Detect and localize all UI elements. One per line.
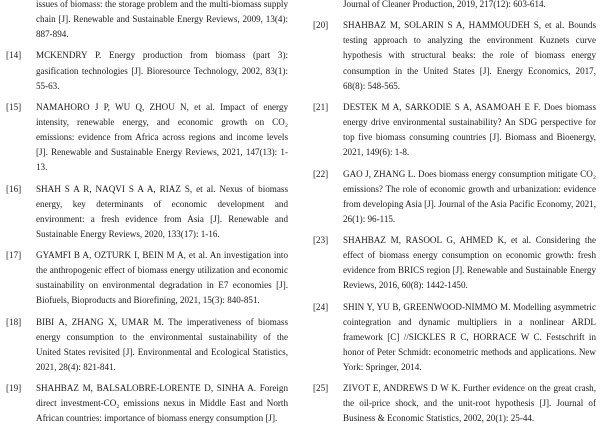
reference-entry bbox=[6, 381, 288, 426]
reference-entry bbox=[6, 315, 288, 375]
reference-entry bbox=[313, 0, 596, 12]
reference-entry bbox=[6, 48, 288, 93]
reference-number: [19] bbox=[6, 383, 22, 394]
reference-number: [22] bbox=[313, 168, 329, 179]
reference-number: [23] bbox=[313, 235, 329, 246]
reference-entry bbox=[6, 182, 288, 242]
reference-number: [17] bbox=[6, 250, 22, 261]
reference-text: SHAHBAZ M, RASOOL G, AHMED K, et al. Considering the effect of biomass energy consumption on economic growth: fresh evidence from BRICS region [J]. Renewable and Sustainable Energy Reviews, 2016, 60(8): 1442-1450. bbox=[343, 235, 596, 291]
reference-text: MCKENDRY P. Energy production from biomass (part 3): gasification technologies [J]. Bioresource Technology, 2002, 83(1): 55-63. bbox=[36, 50, 288, 91]
reference-text: NAMAHORO J P, WU Q, ZHOU N, et al. Impact of energy intensity, renewable energy, and economic growth on CO₂ emissions: evidence from Africa across regions and income levels [J]. Renewable and Sustainable Energy Reviews, 2021, 147(13): 1-13. bbox=[36, 101, 288, 173]
reference-text: DESTEK M A, SARKODIE S A, ASAMOAH E F. Does biomass energy drive environmental sustainability? An SDG perspective for top five biomass consuming countries [J]. Biomass and Bioenergy, 2021, 149(6): 1-8. bbox=[343, 101, 596, 158]
reference-text: GAO J, ZHANG L. Does biomass energy consumption mitigate CO₂ emissions? The role of economic growth and urbanization: evidence from developing Asia [J]. Journal of the Asia Pacific Economy, 2021, 26(1): 96-115. bbox=[343, 168, 596, 224]
reference-number: [25] bbox=[313, 383, 329, 394]
reference-number: [24] bbox=[313, 301, 329, 312]
reference-entry bbox=[313, 381, 596, 426]
reference-entry bbox=[313, 233, 596, 293]
reference-text: SHAH S A R, NAQVI S A A, RIAZ S, et al. Nexus of biomass energy, key determinants of economic development and environment: a fresh evidence from Asia [J]. Renewable and Sustainable Energy Reviews, 2020, 133(17): 1-16. bbox=[36, 183, 288, 239]
reference-text: Journal of Cleaner Production, 2019, 217(12): 603-614. bbox=[343, 0, 546, 9]
reference-text: ZIVOT E, ANDREWS D W K. Further evidence on the great crash, the oil-price shock, and the unit-root hypothesis [J]. Journal of Business & Economic Statistics, 2002, 20(1): 25-44. bbox=[343, 383, 596, 424]
reference-entry bbox=[313, 167, 596, 227]
reference-entry bbox=[313, 300, 596, 375]
reference-entry bbox=[6, 0, 288, 42]
reference-text: issues of biomass: the storage problem and the multi-biomass supply chain [J]. Renewable and Sustainable Energy Reviews, 2009, 13(4): 887-894. bbox=[36, 0, 288, 40]
reference-entry bbox=[313, 18, 596, 93]
reference-text: BIBI A, ZHANG X, UMAR M. The imperativeness of biomass energy consumption to the environmental sustainability of the United States revisited [J]. Environmental and Ecological Statistics, 2021, 28(4): 821-841. bbox=[36, 316, 288, 372]
reference-number: [14] bbox=[6, 50, 22, 61]
reference-number: [21] bbox=[313, 101, 329, 112]
reference-text: SHIN Y, YU B, GREENWOOD-NIMMO M. Modelling asymmetric cointegration and dynamic multipliers in a nonlinear ARDL framework [C] //SICKLES R C, HORRACE W C. Festschrift in honor of Peter Schmidt: econometric methods and applications. New York: Springer, 2014. bbox=[343, 301, 596, 372]
reference-entry bbox=[6, 248, 288, 308]
reference-number: [20] bbox=[313, 20, 329, 31]
reference-text: GYAMFI B A, OZTURK I, BEIN M A, et al. An investigation into the anthropogenic effect of biomass energy utilization and economic sustainability on environmental degradation in E7 economies [J]. Biofuels, Bioproducts and Biorefining, 2021, 15(3): 840-851. bbox=[36, 250, 288, 306]
reference-column-right bbox=[313, 0, 596, 433]
reference-text: SHAHBAZ M, BALSALOBRE-LORENTE D, SINHA A. Foreign direct investment-CO₂ emissions nexus in Middle East and North African countries: importance of biomass energy consumption [J]. bbox=[36, 383, 288, 424]
reference-entry bbox=[313, 100, 596, 160]
reference-text: SHAHBAZ M, SOLARIN S A, HAMMOUDEH S, et al. Bounds testing approach to analyzing the environment Kuznets curve hypothesis with structural beaks: the role of biomass energy consumption in the United States [J]. Energy Economics, 2017, 68(8): 548-565. bbox=[343, 20, 596, 91]
reference-number: [16] bbox=[6, 183, 22, 194]
reference-column-left bbox=[6, 0, 288, 433]
reference-number: [15] bbox=[6, 101, 22, 112]
reference-number: [18] bbox=[6, 316, 22, 327]
reference-entry bbox=[6, 100, 288, 175]
